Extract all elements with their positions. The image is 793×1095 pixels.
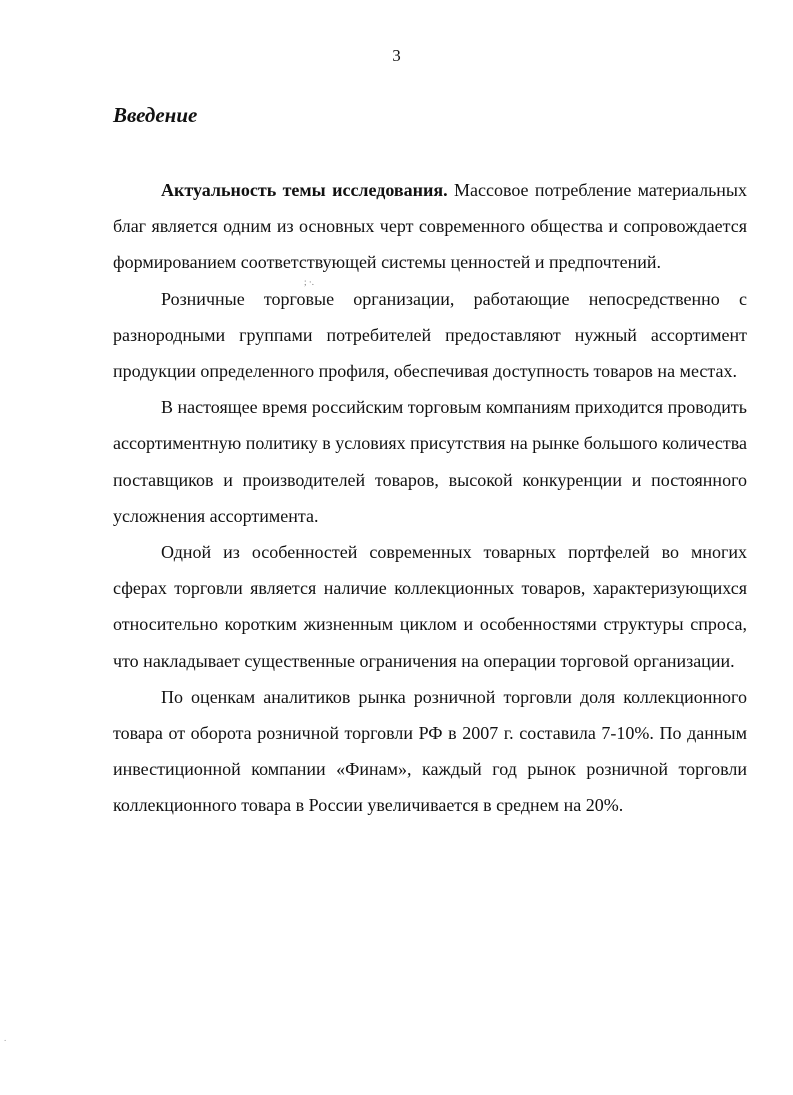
scan-speck: ; ·. — [304, 277, 314, 287]
paragraph-text: Массовое потребление материальных благ является одним из основных черт современного общества и сопровождается формированием соответствующей системы ценностей и предпочтений. — [113, 180, 748, 273]
paragraph-lead: Актуальность темы исследования. — [161, 180, 448, 200]
paragraph-relevance — [113, 172, 747, 281]
paragraph-market-estimates: По оценкам аналитиков рынка розничной торговли доля коллекционного товара от оборота розничной торговли РФ в 2007 г. составила 7-10%. По данным инвестиционной компании «Финам», каждый год рынок розничной торговли коллекционного товара в России увеличивается в среднем на 20%. — [113, 686, 747, 816]
page-number: 3 — [392, 46, 401, 65]
paragraph-assortment-policy: В настоящее время российским торговым компаниям приходится проводить ассортиментную политику в условиях присутствия на рынке большого количества поставщиков и производителей товаров, высокой конкуренции и постоянного усложнения ассортимента. — [113, 397, 747, 526]
scan-speck: . — [4, 1033, 7, 1043]
section-heading: Введение — [113, 103, 198, 127]
paragraph-collection-goods: Одной из особенностей современных товарных портфелей во многих сферах торговли является наличие коллекционных товаров, характеризующихся относительно коротким жизненным циклом и особенностями структуры спроса, что накладывает существенные ограничения на операции торговой организации. — [113, 542, 747, 671]
body-text — [113, 172, 747, 824]
paragraph-retail-organizations: Розничные торговые организации, работающие непосредственно с разнородными группами потребителей предоставляют нужный ассортимент продукции определенного профиля, обеспечивая доступность товаров на местах. — [113, 288, 747, 382]
